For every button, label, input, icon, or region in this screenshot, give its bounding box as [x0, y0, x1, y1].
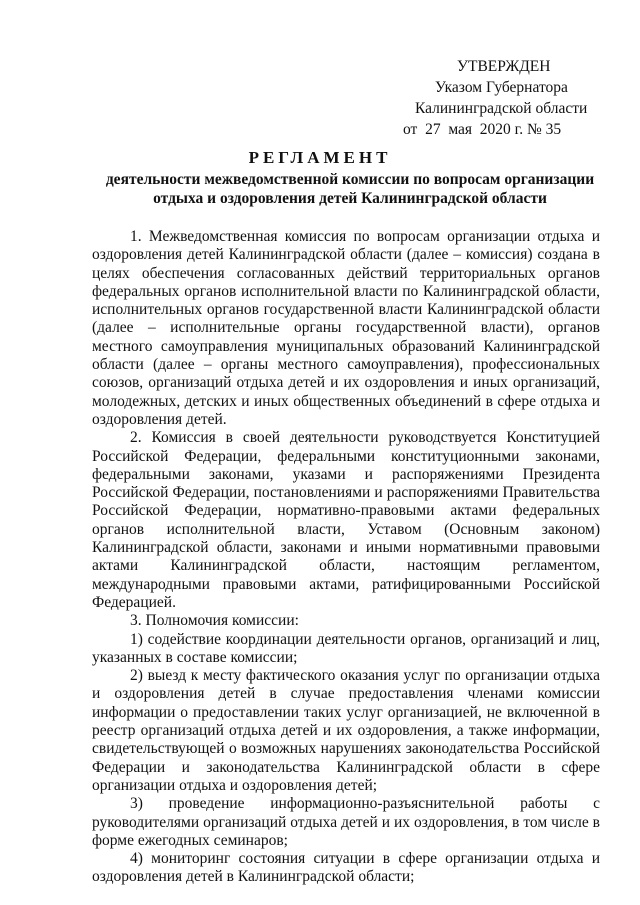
document-title: РЕГЛАМЕНТ — [248, 148, 392, 167]
approved-label: УТВЕРЖДЕН — [457, 58, 551, 75]
paragraph-3: 3. Полномочия комиссии: — [130, 612, 299, 630]
paragraph-1: 1. Межведомственная комиссия по вопросам организации отдыха и оздоровления детей Калининградской области (далее – комиссия) создана в целях обеспечения согласованных действий территориальных органов федеральных органов исполнительной власти по Калининградской области, исполнительных органов государственной власти Калининградской области (далее – исполнительные органы государственной власти), органов местного самоуправления муниципальных образований Калининградской области (далее – органы местного самоуправления), профессиональных союзов, организаций отдыха детей и их оздоровления и иных организаций, молодежных, детских и иных общественных объединений в сфере отдыха и оздоровления детей. — [92, 228, 600, 428]
approval-block — [395, 56, 600, 140]
paragraph-3-item-2: 2) выезд к месту фактического оказания услуг по организации отдыха и оздоровления детей в случае предоставления членами комиссии информации о предоставлении таких услуг организацией, не включенной в реестр организаций отдыха детей и их оздоровления, а также информации, свидетельствующей о возможных нарушениях законодательства Российской Федерации и законодательства Калининградской области в сфере организации отдыха и оздоровления детей; — [92, 667, 600, 794]
paragraph-2: 2. Комиссия в своей деятельности руководствуется Конституцией Российской Федерации, федеральными конституционными законами, федеральными законами, указами и распоряжениями Президента Российской Федерации, постановлениями и распоряжениями Правительства Российской Федерации, нормативно-правовыми актами федеральных органов исполнительной власти, Уставом (Основным законом) Калининградской области, законами и иными нормативными правовыми актами Калининградской области, настоящим регламентом, международными правовыми актами, ратифицированными Российской Федерацией. — [92, 429, 600, 611]
date-line: от 27 мая 2020 г. № 35 — [403, 121, 562, 138]
region-label: Калининградской области — [415, 100, 588, 117]
document-body — [92, 228, 600, 887]
paragraph-3-item-3: 3) проведение информационно-разъяснительной работы с руководителями организаций отдыха детей и их оздоровления, в том числе в форме ежегодных семинаров; — [92, 795, 600, 849]
paragraph-3-item-1: 1) содействие координации деятельности органов, организаций и лиц, указанных в составе комиссии; — [92, 630, 600, 666]
paragraph-3-item-4: 4) мониторинг состояния ситуации в сфере организации отдыха и оздоровления детей в Калининградской области; — [92, 850, 600, 886]
decree-label: Указом Губернатора — [435, 79, 568, 96]
document-subtitle: деятельности межведомственной комиссии по вопросам организации отдыха и оздоровления детей Калининградской области — [105, 171, 595, 207]
